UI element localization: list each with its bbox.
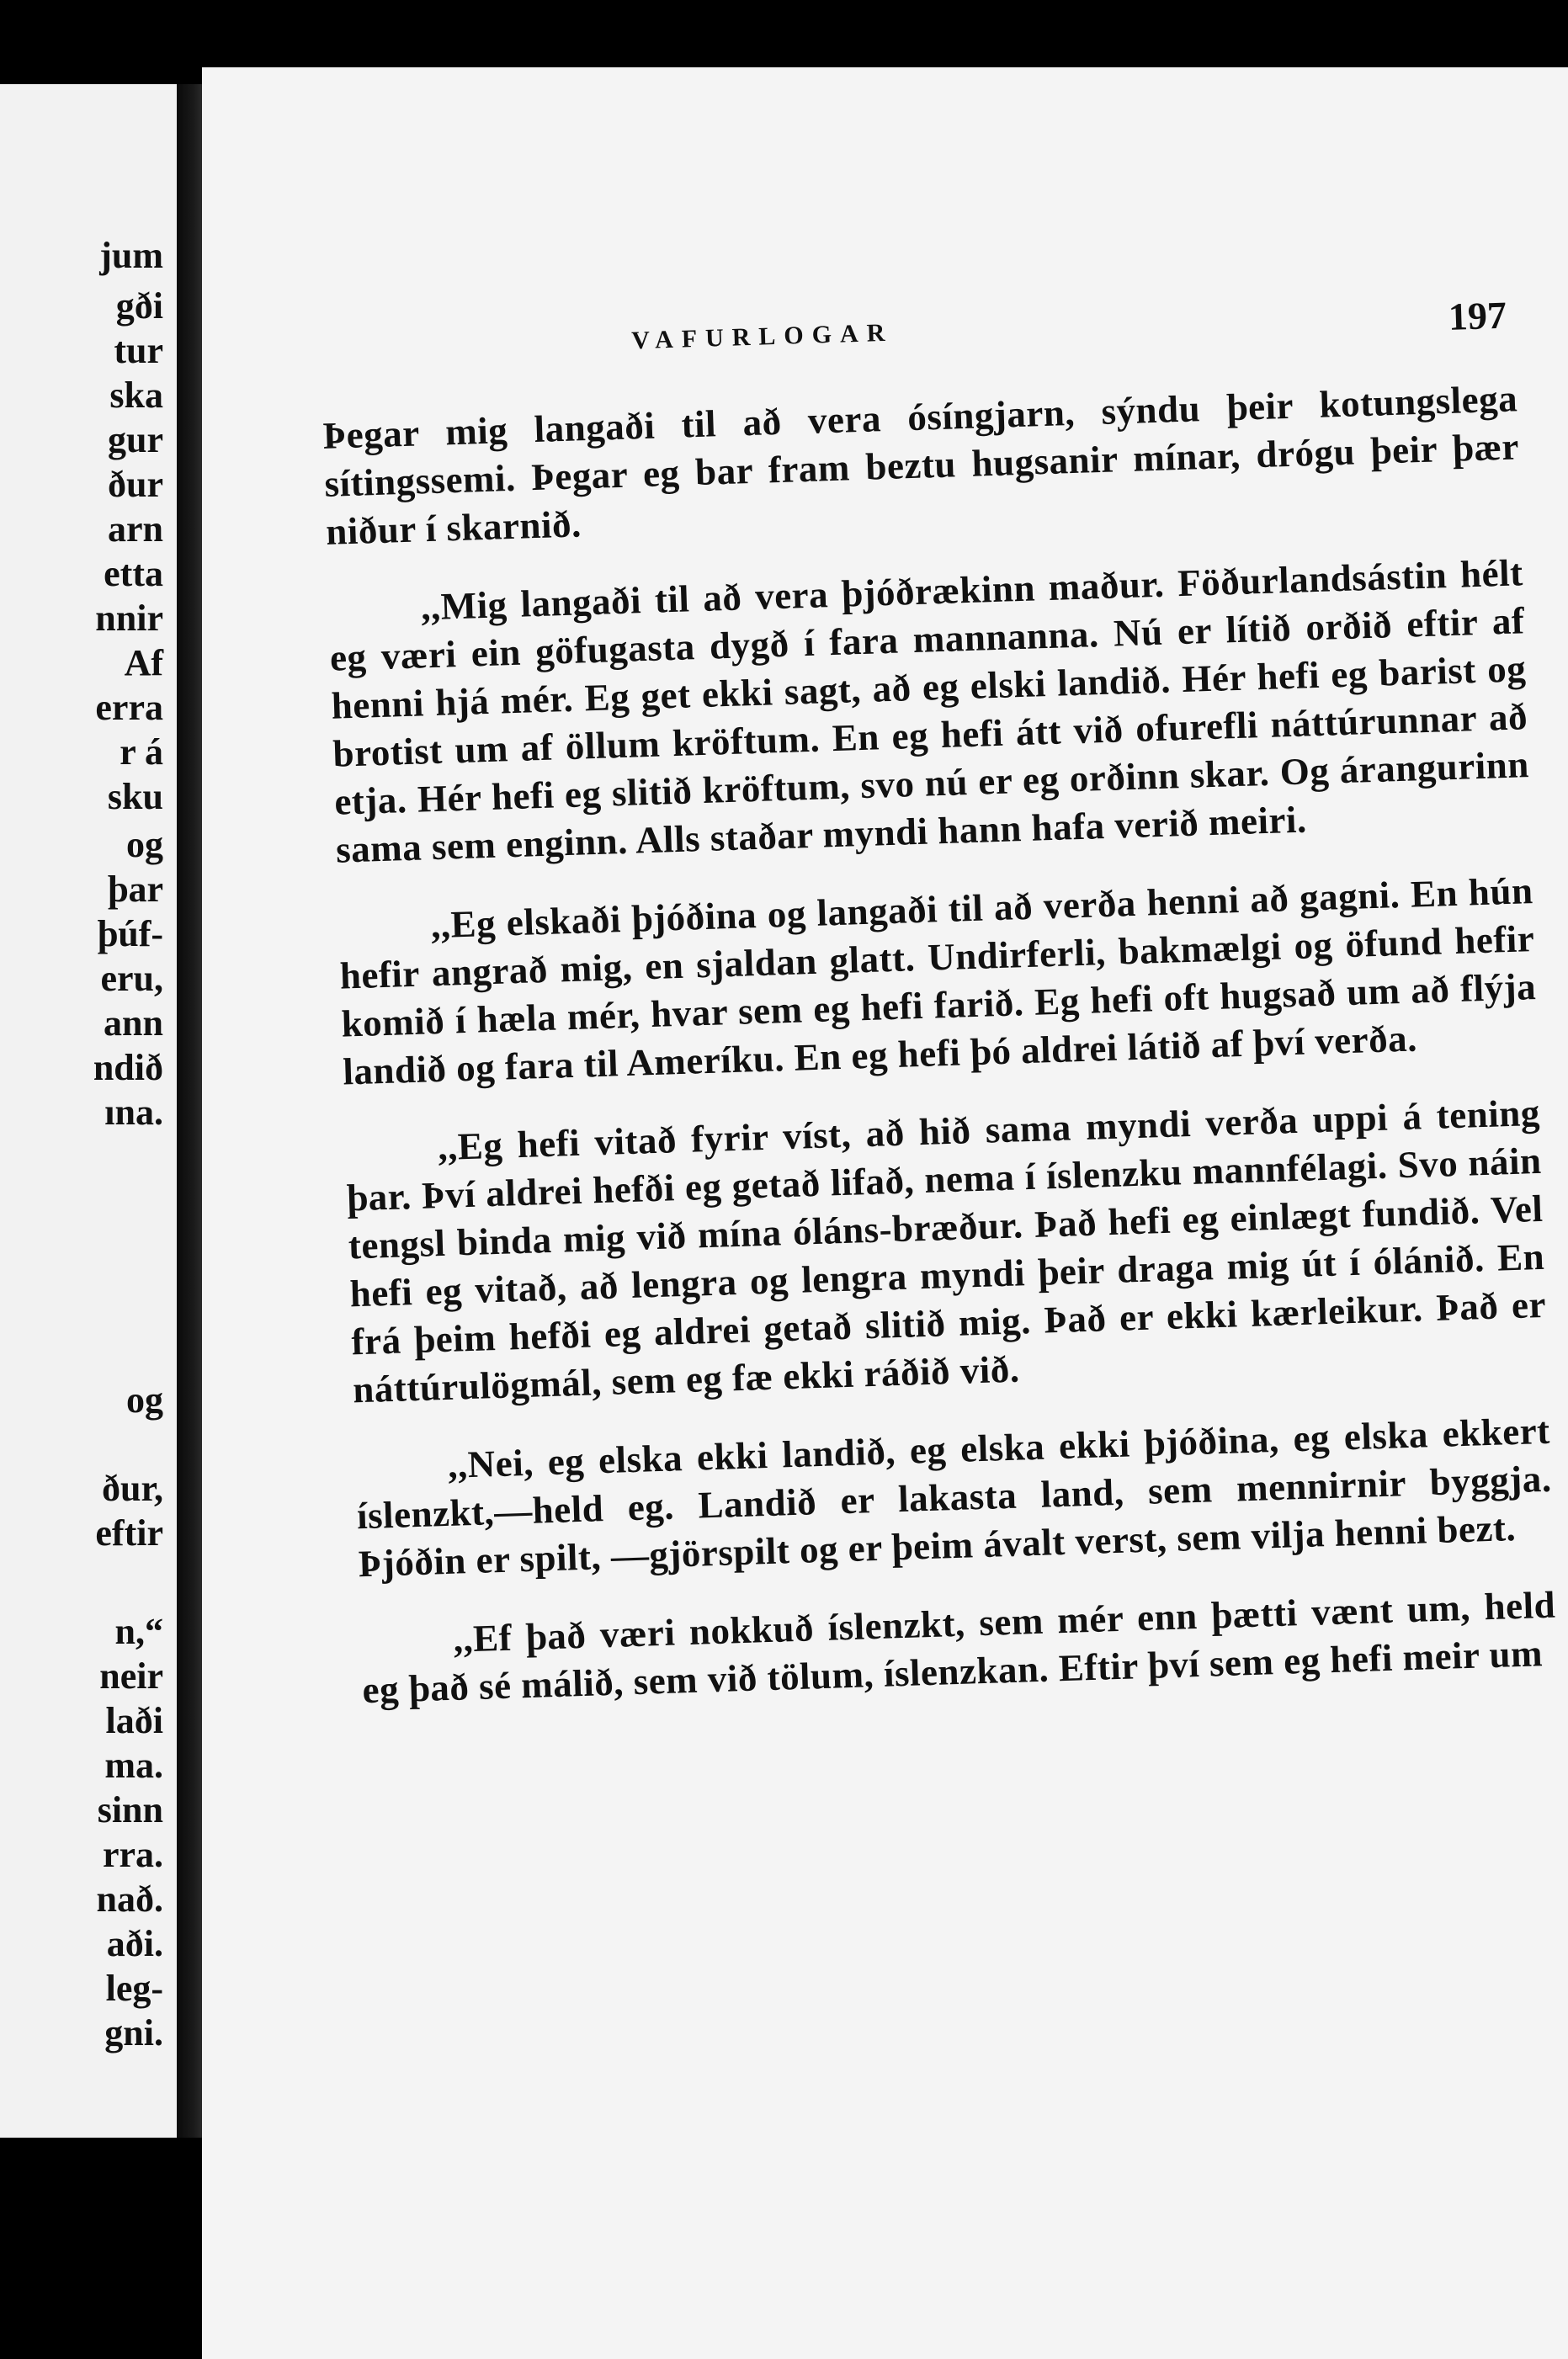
left-fragment: jum	[99, 235, 163, 276]
left-fragment: r á	[120, 731, 163, 773]
left-fragment: ður,	[102, 1468, 163, 1509]
left-fragment: neir	[99, 1655, 163, 1697]
paragraph: ,,Ef það væri nokkuð íslenzkt, sem mér enn þætti vænt um, held eg það sé málið, sem við tölum, íslenzkan. Eftir því sem eg hefi meir um	[361, 1583, 1556, 1712]
left-fragment: leg-	[105, 1968, 163, 2009]
left-fragment: þar	[108, 869, 163, 910]
left-fragment: sku	[107, 776, 163, 817]
paragraph: ,,Eg hefi vitað fyrir víst, að hið sama myndi verða uppi á tening þar. Því aldrei hefði eg getað lifað, nema í íslenzku mannfélagi. Svo náin tengsl binda mig við mína óláns-bræður. Það hefi eg einlægt fundið. Vel hefi eg vitað, að lengra og lengra myndi þeir draga mig út í ólánið. En frá þeim hefði eg aldrei getað slitið mig. Það er ekki kærleikur. Það er náttúrulögmál, sem eg fæ ekki ráðið við.	[346, 1091, 1547, 1411]
left-fragment: Af	[124, 642, 163, 683]
left-fragment: ına.	[104, 1092, 163, 1133]
paragraph: ,,Mig langaði til að vera þjóðrækinn maður. Föðurlandsástin hélt eg væri ein göfugasta dygð í fara mannanna. Nú er lítið orðið eftir af henni hjá mér. Eg get ekki sagt, að eg elski landið. Hér hefi eg barist og brotist um af öllum kröftum. En eg hefi átt við ofurefli náttúrunnar að etja. Hér hefi eg slitið kröftum, svo nú er eg orðinn skar. Og árangurinn sama sem enginn. Alls staðar myndi hann hafa verið meiri.	[329, 551, 1530, 871]
left-fragment: þúf-	[97, 913, 163, 954]
left-fragment: gur	[108, 419, 163, 460]
left-fragment: ður	[108, 464, 163, 505]
left-fragment: aði.	[106, 1923, 163, 1964]
paragraph: Þegar mig langaði til að vera ósíngjarn, sýndu þeir kotungslega sítingssemi. Þegar eg bar fram beztu hugsanir mínar, drógu þeir þær niður í skarnið.	[322, 377, 1520, 553]
left-fragment: gni.	[104, 2012, 163, 2053]
paragraph: ,,Eg elskaði þjóðina og langaði til að verða henni að gagni. En hún hefir angrað mig, en sjaldan glatt. Undirferli, bakmælgi og öfund hefir komið í hæla mér, hvar sem eg hefi farið. Eg hefi oft hugsað um að flýja landið og fara til Ameríku. En eg hefi þó aldrei látið af því verða.	[339, 869, 1537, 1093]
book-gutter	[177, 84, 202, 2138]
left-fragment: eru,	[100, 958, 163, 999]
left-fragment: og	[126, 1379, 163, 1421]
left-fragment: arn	[108, 508, 163, 550]
left-fragment: tur	[114, 330, 163, 371]
left-fragment: eftir	[95, 1512, 163, 1554]
left-fragment: n,“	[114, 1611, 163, 1652]
paragraph: ,,Nei, eg elska ekki landið, eg elska ekki þjóðina, eg elska ekkert íslenzkt,—held eg. Landið er lakasta land, sem mennirnir byggja. Þjóðin er spilt, —gjörspilt og er þeim ávalt verst, sem vilja henni bezt.	[356, 1409, 1553, 1586]
left-fragment: laði	[105, 1700, 163, 1741]
left-fragment: og	[126, 824, 163, 865]
left-fragment: sinn	[97, 1789, 163, 1830]
left-fragment: nnir	[95, 598, 163, 639]
page-number: 197	[1448, 293, 1507, 338]
left-fragment: ma.	[104, 1745, 163, 1786]
left-fragment: ndið	[93, 1047, 163, 1088]
left-fragment: erra	[95, 687, 163, 728]
left-fragment: ska	[109, 375, 163, 416]
right-page	[202, 67, 1568, 2359]
left-fragment: ann	[104, 1002, 163, 1044]
left-page-edge	[0, 84, 177, 2138]
running-title: VAFURLOGAR	[630, 318, 894, 355]
left-fragment: gði	[115, 285, 163, 327]
left-fragment: nað.	[96, 1878, 163, 1920]
left-fragment: rra.	[102, 1834, 163, 1875]
page-text-block	[320, 293, 1559, 1745]
left-fragment: etta	[104, 553, 163, 594]
